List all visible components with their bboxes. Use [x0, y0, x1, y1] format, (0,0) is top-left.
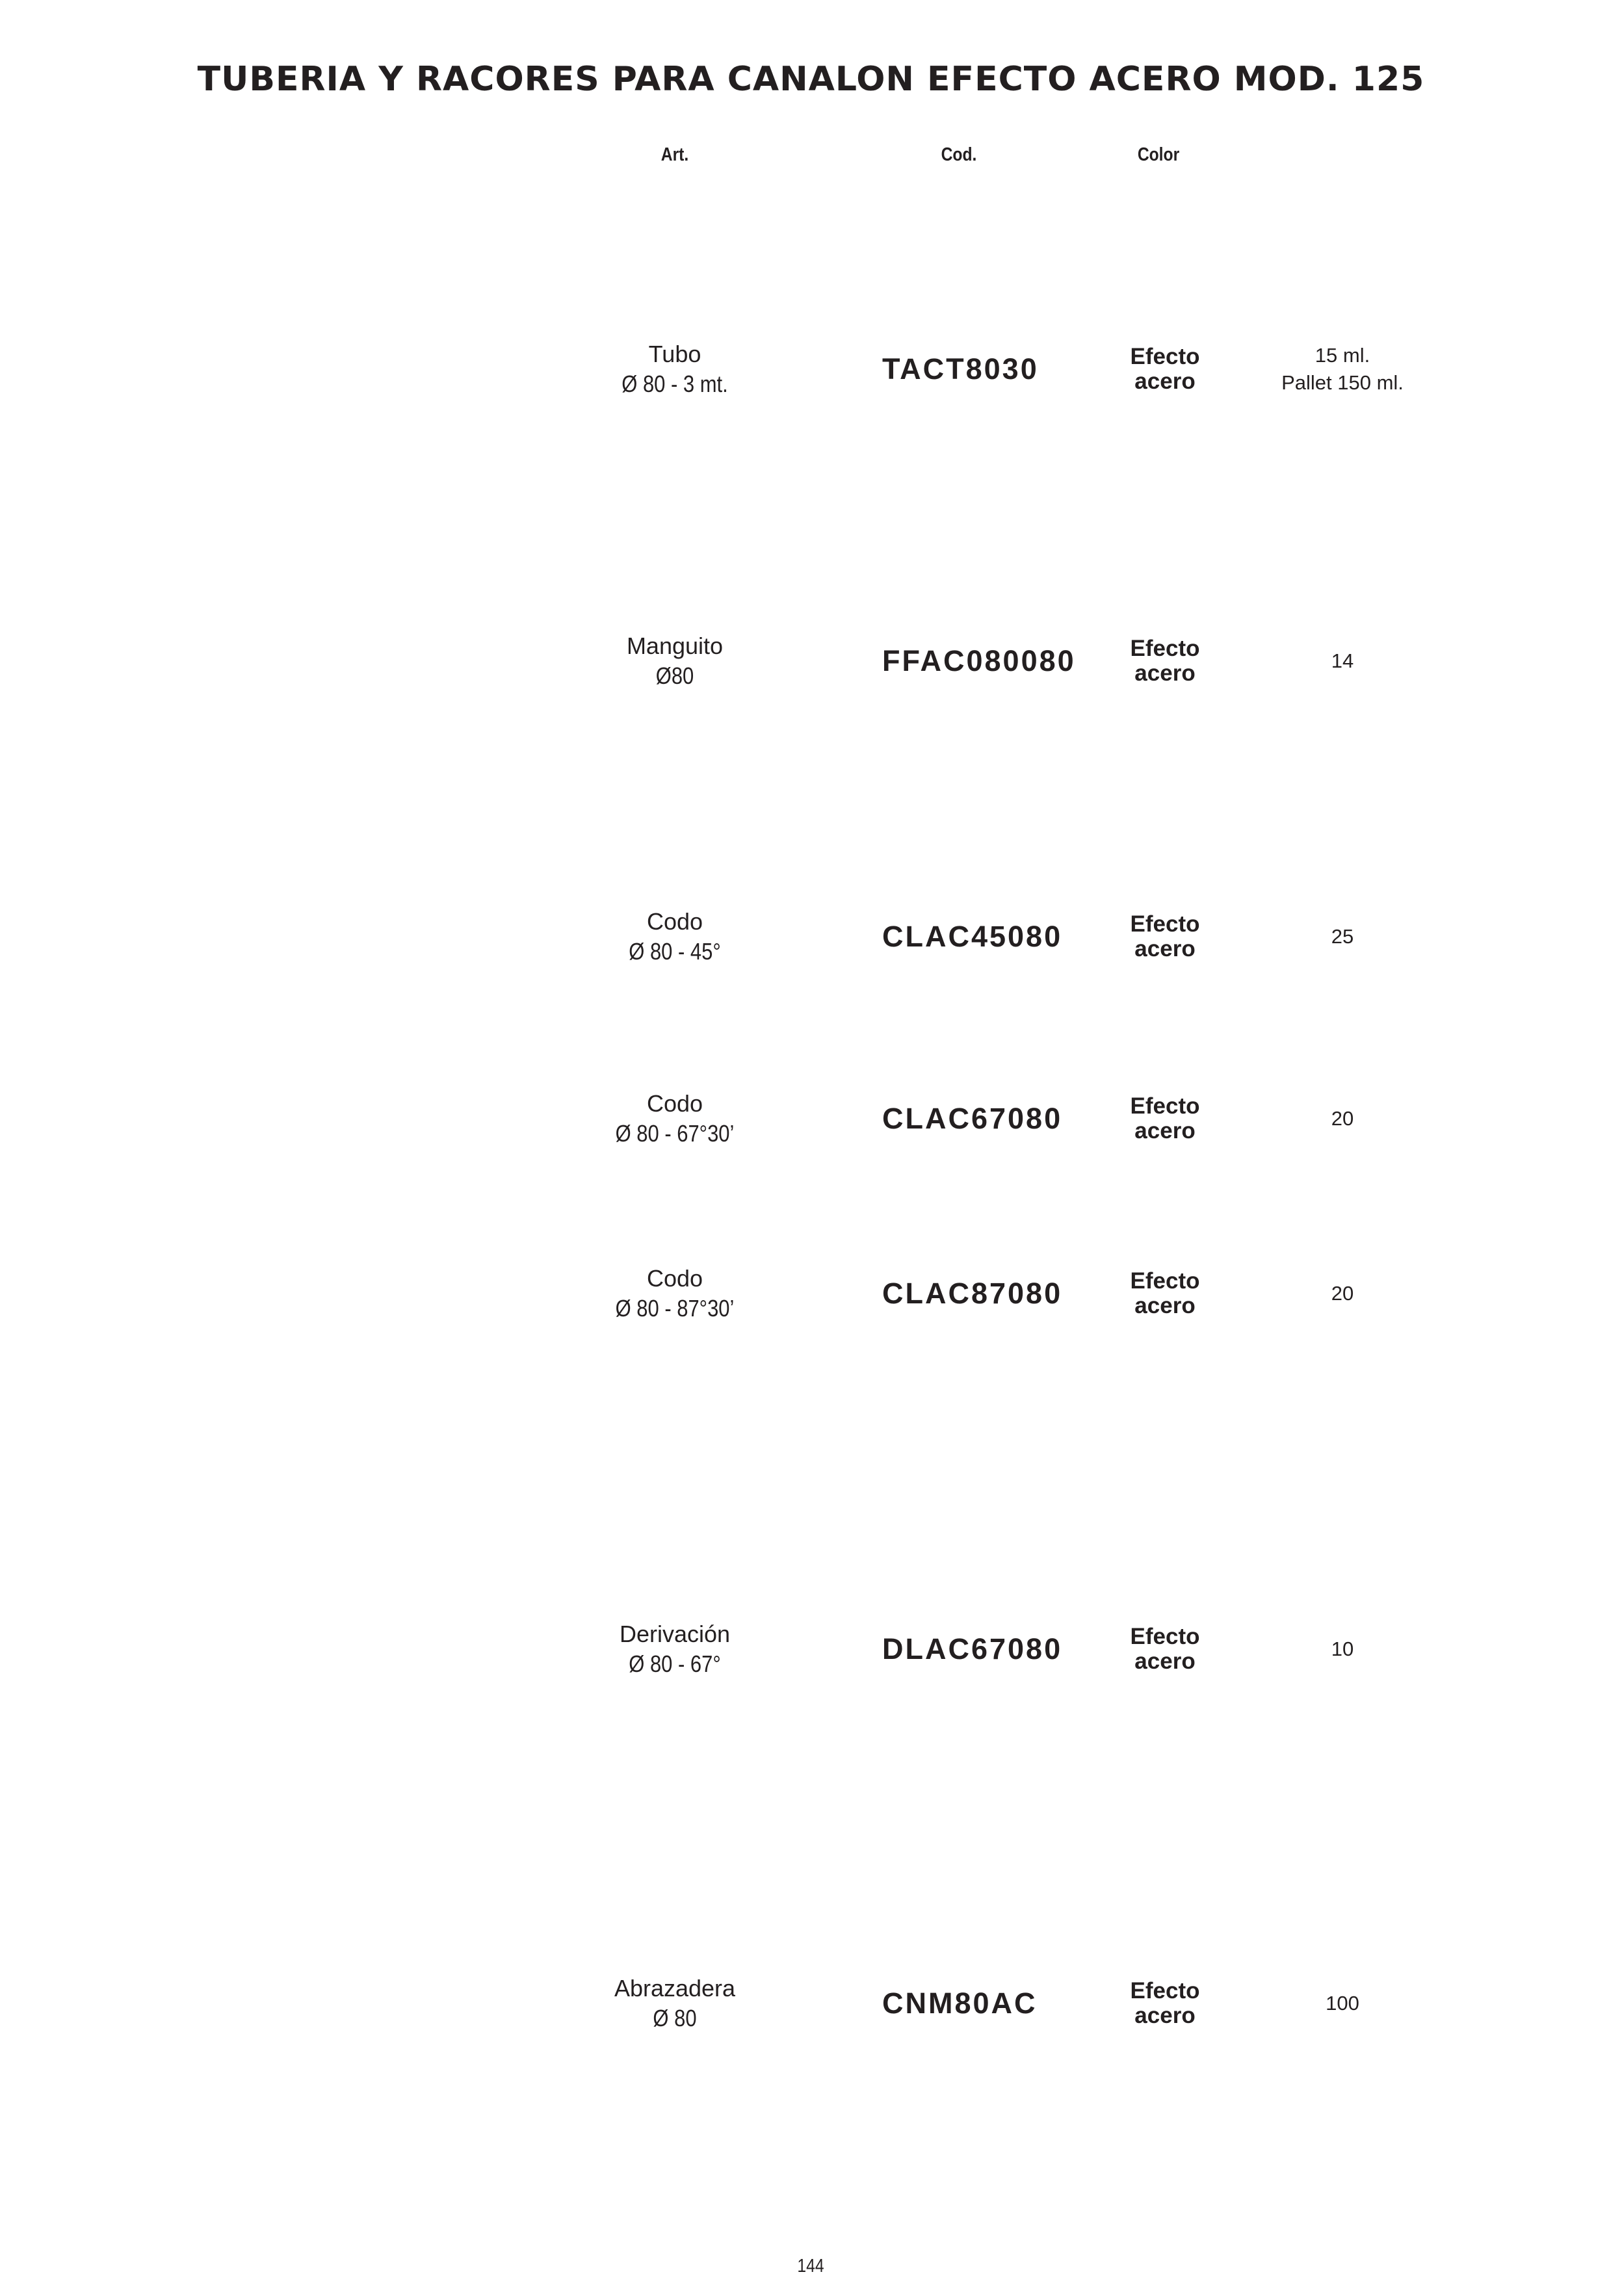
page-number: 144 — [797, 2256, 824, 2276]
color-line-1: Efecto — [1130, 1268, 1200, 1294]
color-line-2: acero — [1134, 936, 1196, 961]
color-line-1: Efecto — [1130, 911, 1200, 937]
color-cell — [1131, 345, 1200, 394]
article-name: Derivación — [619, 1621, 731, 1647]
column-header-art: Art. — [661, 144, 689, 165]
color-line-1: Efecto — [1130, 1093, 1200, 1119]
color-cell — [1131, 636, 1200, 686]
color-line-1: Efecto — [1130, 636, 1200, 661]
color-line-2: acero — [1134, 1649, 1196, 1674]
article-name: Codo — [646, 1090, 703, 1117]
article-name: Codo — [646, 908, 703, 935]
product-code: TACT8030 — [882, 352, 1039, 385]
color-line-2: acero — [1134, 369, 1196, 394]
packaging-line-1: 25 — [1331, 925, 1354, 948]
packaging-cell — [1331, 923, 1354, 950]
color-cell — [1131, 1269, 1200, 1318]
color-line-2: acero — [1134, 1293, 1196, 1318]
article-size: Ø 80 - 67° — [629, 1650, 721, 1677]
packaging-cell — [1331, 647, 1354, 675]
packaging-cell — [1331, 1105, 1354, 1132]
packaging-line-1: 20 — [1331, 1107, 1354, 1130]
article-name: Manguito — [626, 633, 724, 659]
packaging-cell — [1331, 1636, 1354, 1663]
packaging-line-1: 10 — [1331, 1637, 1354, 1660]
color-cell — [1131, 1979, 1200, 2028]
packaging-line-1: 14 — [1331, 649, 1354, 672]
packaging-cell — [1331, 1280, 1354, 1307]
color-line-1: Efecto — [1130, 344, 1200, 369]
product-code: CLAC45080 — [882, 920, 1063, 953]
product-code: CLAC67080 — [882, 1102, 1063, 1135]
color-cell — [1131, 1094, 1200, 1143]
packaging-cell — [1326, 1990, 1359, 2017]
product-code: CLAC87080 — [882, 1277, 1063, 1310]
article-name: Codo — [646, 1265, 703, 1292]
color-line-2: acero — [1134, 1118, 1196, 1143]
color-line-2: acero — [1134, 660, 1196, 686]
product-code: CNM80AC — [882, 1987, 1038, 2020]
article-size: Ø 80 — [653, 2005, 697, 2031]
color-cell — [1131, 1624, 1200, 1674]
product-code: DLAC67080 — [882, 1632, 1063, 1665]
article-cell — [627, 631, 723, 691]
article-size: Ø 80 - 87°30’ — [615, 1295, 735, 1322]
article-name: Abrazadera — [614, 1975, 736, 2002]
packaging-cell — [1281, 342, 1404, 397]
color-line-1: Efecto — [1130, 1978, 1200, 2003]
article-cell — [614, 1974, 735, 2033]
color-line-1: Efecto — [1130, 1624, 1200, 1649]
packaging-line-1: 15 ml. — [1315, 344, 1370, 367]
article-size: Ø 80 - 45° — [629, 938, 721, 965]
article-cell — [621, 907, 728, 967]
article-cell — [613, 339, 737, 399]
column-header-cod: Cod. — [941, 144, 977, 165]
page-title: TUBERIA Y RACORES PARA CANALON EFECTO ACERO MOD. 125 — [197, 60, 1425, 99]
article-name: Tubo — [648, 341, 701, 367]
product-code: FFAC080080 — [882, 644, 1076, 677]
article-size: Ø80 — [655, 662, 694, 689]
article-cell — [606, 1089, 744, 1149]
article-cell — [606, 1264, 744, 1324]
color-line-2: acero — [1134, 2003, 1196, 2028]
article-cell — [620, 1619, 730, 1679]
packaging-line-1: 20 — [1331, 1282, 1354, 1305]
packaging-line-1: 100 — [1326, 1992, 1359, 2015]
article-size: Ø 80 - 67°30’ — [615, 1120, 735, 1147]
color-cell — [1131, 912, 1200, 961]
column-header-color: Color — [1137, 144, 1180, 165]
packaging-line-2: Pallet 150 ml. — [1281, 371, 1404, 394]
article-size: Ø 80 - 3 mt. — [621, 371, 728, 397]
